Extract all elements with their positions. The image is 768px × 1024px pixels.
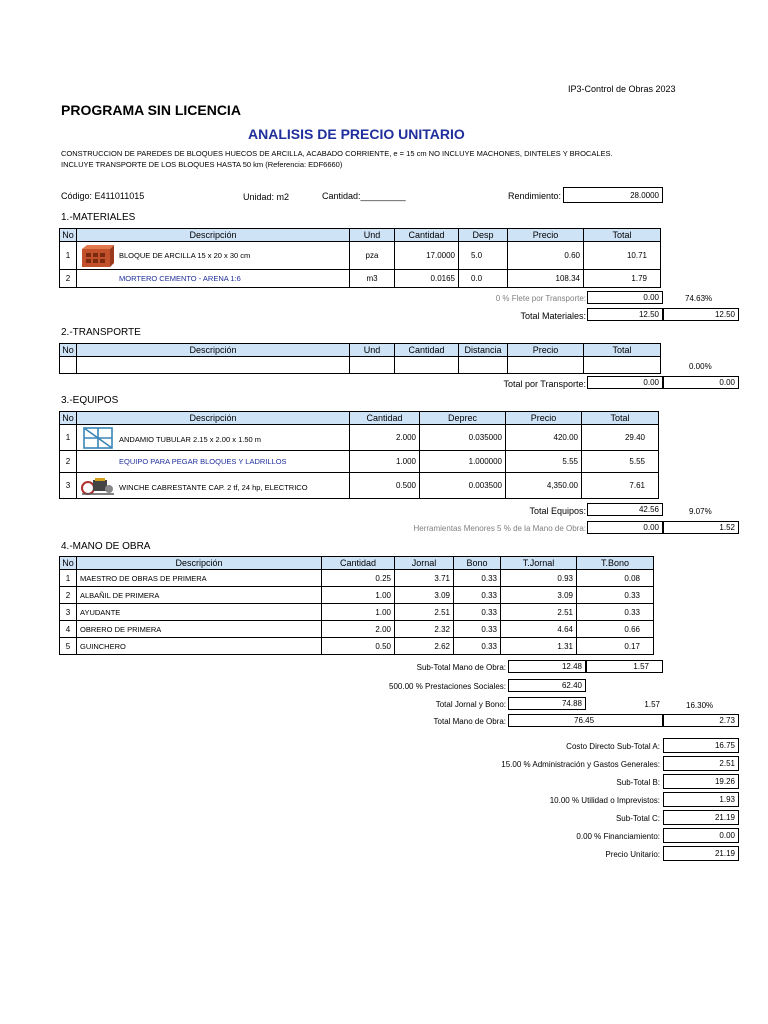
flete-value: 0.00 — [587, 291, 663, 304]
table-row: 2 EQUIPO PARA PEGAR BLOQUES Y LADRILLOS 1.000 1.000000 5.55 5.55 — [60, 451, 659, 473]
transporte-pct: 0.00% — [689, 362, 712, 371]
total-transporte-label: Total por Transporte: — [503, 379, 586, 389]
col-descripcion: Descripción — [77, 229, 350, 242]
summary-value: 0.00 — [663, 828, 739, 843]
material-desc: BLOQUE DE ARCILLA 15 x 20 x 30 cm — [119, 251, 251, 260]
herramientas-value: 0.00 — [587, 521, 663, 534]
prestaciones-value: 62.40 — [508, 679, 586, 692]
col-und: Und — [350, 229, 395, 242]
col-total: Total — [584, 229, 661, 242]
total-equipos-label: Total Equipos: — [529, 506, 586, 516]
summary-value: 21.19 — [663, 846, 739, 861]
subtotal-mano-label: Sub-Total Mano de Obra: — [416, 663, 506, 672]
total-jornal-value: 74.88 — [508, 697, 586, 710]
cantidad-label: Cantidad:_________ — [322, 191, 406, 201]
materiales-section-title: 1.-MATERIALES — [61, 212, 136, 223]
mano-obra-table: No Descripción Cantidad Jornal Bono T.Jornal T.Bono 1 MAESTRO DE OBRAS DE PRIMERA 0.25 3.71 0.33 0.93 0.08 2 ALBAÑIL DE PRIMERA 1.00 3.09 0.33 3.09 0.33 3 AYUDANTE 1.00 2.51 0.33 2.51 0.33 4 OBRERO DE PRIMERA 2.00 2.32 0.33 4.64 0.66 5 GUINCHERO 0.50 2.62 0.33 1.31 0.17 — [59, 556, 654, 655]
transporte-section-title: 2.-TRANSPORTE — [61, 327, 141, 338]
summary-value: 2.51 — [663, 756, 739, 771]
codigo-label: Código: E411011015 — [61, 191, 145, 201]
flete-pct: 74.63% — [685, 294, 713, 303]
summary-value: 1.93 — [663, 792, 739, 807]
summary-label: 10.00 % Utilidad o Imprevistos: — [549, 796, 660, 805]
col-cantidad: Cantidad — [395, 229, 459, 242]
description-line-2: INCLUYE TRANSPORTE DE LOS BLOQUES HASTA 50 km (Referencia: EDF6660) — [61, 160, 343, 169]
total-materiales-value: 12.50 — [587, 308, 663, 321]
summary-label: 15.00 % Administración y Gastos Generales: — [501, 760, 660, 769]
summary-label: Precio Unitario: — [605, 850, 660, 859]
flete-label: 0 % Flete por Transporte: — [495, 294, 586, 303]
summary-value: 16.75 — [663, 738, 739, 753]
total-materiales-label: Total Materiales: — [520, 311, 586, 321]
equipo-desc: EQUIPO PARA PEGAR BLOQUES Y LADRILLOS — [77, 451, 350, 473]
summary-label: Sub-Total B: — [616, 778, 660, 787]
table-row: 3 AYUDANTE 1.00 2.51 0.33 2.51 0.33 — [60, 604, 654, 621]
winch-icon — [80, 475, 116, 502]
herramientas-label: Herramientas Menores 5 % de la Mano de Obra: — [413, 524, 586, 533]
summary-label: Sub-Total C: — [615, 814, 660, 823]
table-row: 1 MAESTRO DE OBRAS DE PRIMERA 0.25 3.71 0.33 0.93 0.08 — [60, 570, 654, 587]
prestaciones-label: 500.00 % Prestaciones Sociales: — [389, 682, 506, 691]
table-row: 2 ALBAÑIL DE PRIMERA 1.00 3.09 0.33 3.09 0.33 — [60, 587, 654, 604]
total-equipos-value: 42.56 — [587, 503, 663, 516]
description-line-1: CONSTRUCCION DE PAREDES DE BLOQUES HUECOS DE ARCILLA, ACABADO CORRIENTE, e = 15 cm NO INCLUYE MACHONES, DINTELES Y BROCALES. — [61, 149, 613, 158]
rendimiento-value: 28.0000 — [563, 187, 663, 203]
subtotal-mano-jornal: 12.48 — [508, 660, 586, 673]
col-no: No — [60, 229, 77, 242]
table-row: 5 GUINCHERO 0.50 2.62 0.33 1.31 0.17 — [60, 638, 654, 655]
summary-value: 19.26 — [663, 774, 739, 789]
equipo-desc: ANDAMIO TUBULAR 2.15 x 2.00 x 1.50 m — [119, 434, 261, 444]
table-row: 2 MORTERO CEMENTO - ARENA 1:6 m3 0.0165 0.0 108.34 1.79 — [60, 270, 661, 288]
total-jornal-bono-label: Total Jornal y Bono: — [435, 700, 506, 709]
page-title: ANALISIS DE PRECIO UNITARIO — [248, 126, 465, 142]
equipos-section-title: 3.-EQUIPOS — [61, 395, 119, 406]
col-precio: Precio — [508, 229, 584, 242]
unidad-label: Unidad: m2 — [243, 192, 290, 202]
total-materiales-right: 12.50 — [663, 308, 739, 321]
summary-label: Costo Directo Sub-Total A: — [566, 742, 660, 751]
top-right-label: IP3-Control de Obras 2023 — [568, 84, 676, 94]
equipo-desc: WINCHE CABRESTANTE CAP. 2 tf, 24 hp, ELECTRICO — [119, 482, 308, 492]
material-desc: MORTERO CEMENTO - ARENA 1:6 — [77, 270, 350, 288]
summary-value: 21.19 — [663, 810, 739, 825]
herramientas-right: 1.52 — [663, 521, 739, 534]
program-label: PROGRAMA SIN LICENCIA — [61, 102, 241, 118]
table-row: 4 OBRERO DE PRIMERA 2.00 2.32 0.33 4.64 0.66 — [60, 621, 654, 638]
total-transporte-value: 0.00 — [587, 376, 663, 389]
total-transporte-right: 0.00 — [663, 376, 739, 389]
table-row: 3 WINCHE CABRESTANTE CAP. 2 tf, 24 hp, ELECTRICO 0.500 0.003500 4,350.00 7.61 — [60, 473, 659, 499]
col-desp: Desp — [459, 229, 508, 242]
table-row: 1 ANDAMIO TUBULAR 2.15 x 2.00 x 1.50 m 2.000 0.035000 420.00 29.40 — [60, 425, 659, 451]
rendimiento-label: Rendimiento: — [508, 191, 562, 201]
clay-brick-icon — [81, 244, 115, 270]
equipos-pct: 9.07% — [689, 507, 712, 516]
table-row: 1 BLOQUE DE ARCILLA 15 x 20 x 30 cm pza 17.0000 5.0 0.60 10.71 — [60, 242, 661, 270]
table-row — [60, 357, 661, 374]
materiales-table — [59, 228, 661, 288]
total-bono-value: 1.57 — [644, 700, 660, 709]
transporte-table: No Descripción Und Cantidad Distancia Precio Total — [59, 343, 661, 374]
summary-label: 0.00 % Financiamiento: — [576, 832, 660, 841]
total-mano-value: 76.45 — [508, 714, 663, 727]
mano-pct: 16.30% — [686, 701, 714, 710]
scaffold-icon — [81, 426, 115, 455]
total-mano-label: Total Mano de Obra: — [433, 717, 506, 726]
total-mano-right: 2.73 — [663, 714, 739, 727]
mano-section-title: 4.-MANO DE OBRA — [61, 541, 151, 552]
equipos-table: No Descripción Cantidad Deprec Precio Total 1 ANDAMIO TUBULAR 2.15 x 2.00 x 1.50 m 2.000 0.035000 420.00 29.40 2 EQUIPO PARA PEGAR BLOQUES Y LADRILLOS 1.000 1.000000 5.55 5.55 3 WINCHE CABRESTANTE CAP. 2 tf, 24 hp, ELECTRICO 0.500 0.003500 4,350.00 7.61 — [59, 411, 659, 499]
subtotal-mano-bono: 1.57 — [586, 660, 663, 673]
